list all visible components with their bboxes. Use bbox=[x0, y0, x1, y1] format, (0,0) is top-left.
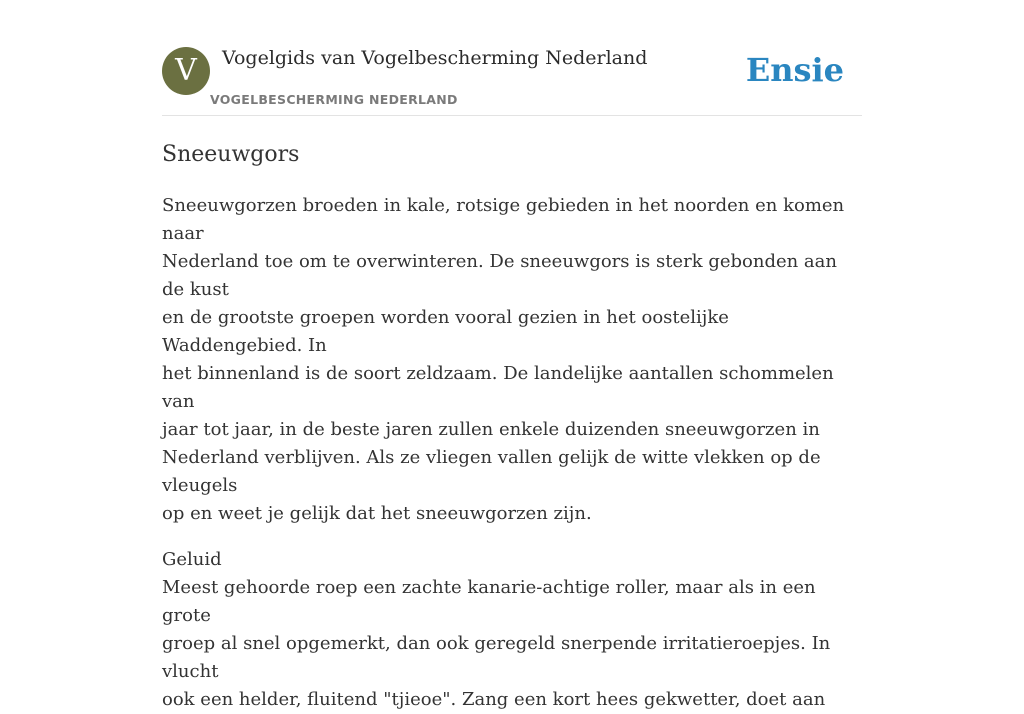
section-heading-geluid: Geluid bbox=[162, 549, 222, 570]
ensie-logo[interactable]: Ensie bbox=[745, 51, 844, 89]
article-paragraph: Meest gehoorde roep een zachte kanarie-achtige roller, maar als in een grote groep al snel opgemerkt, dan ook geregeld snerpende irritatieroepjes. In vlucht ook een helder, fluitend "tjieoe". Zang een kort hees gekwetter, doet aan bbox=[162, 577, 831, 710]
source-title-link[interactable]: Vogelgids van Vogelbescherming Nederland bbox=[222, 47, 648, 69]
article-content bbox=[162, 138, 862, 714]
article-title: Sneeuwgors bbox=[162, 142, 300, 167]
source-header bbox=[162, 46, 862, 116]
source-subtitle: VOGELBESCHERMING NEDERLAND bbox=[210, 92, 458, 107]
article-paragraph: Sneeuwgorzen broeden in kale, rotsige gebieden in het noorden en komen naar Nederland toe om te overwinteren. De sneeuwgors is sterk gebonden aan de kust en de grootste groepen worden vooral gezien in het oostelijke Waddengebied. In het binnenland is de soort zeldzaam. De landelijke aantallen schommelen van jaar tot jaar, in de beste jaren zullen enkele duizenden sneeuwgorzen in Nederland verblijven. Als ze vliegen vallen gelijk de witte vlekken op de vleugels op en weet je gelijk dat het sneeuwgorzen zijn. bbox=[162, 195, 845, 524]
avatar[interactable]: V bbox=[162, 47, 210, 95]
